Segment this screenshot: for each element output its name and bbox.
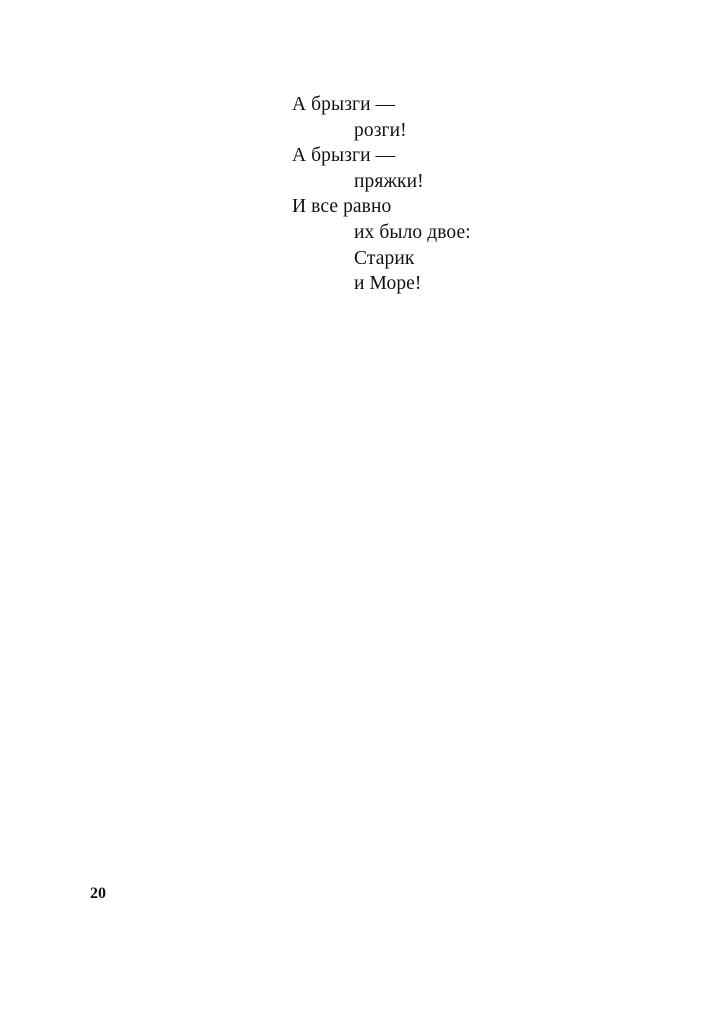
verse-line: Старик: [354, 247, 415, 269]
verse-line: розги!: [354, 119, 407, 141]
verse-line: И все равно: [292, 196, 392, 218]
page-number: 20: [90, 885, 106, 902]
verse-line: и Море!: [354, 273, 422, 295]
verse-line: пряжки!: [354, 170, 424, 192]
verse-line: А брызги —: [292, 94, 396, 115]
verse-line: их было двое:: [354, 221, 471, 243]
poem-stanza: [292, 92, 652, 297]
verse-line: А брызги —: [292, 145, 396, 167]
